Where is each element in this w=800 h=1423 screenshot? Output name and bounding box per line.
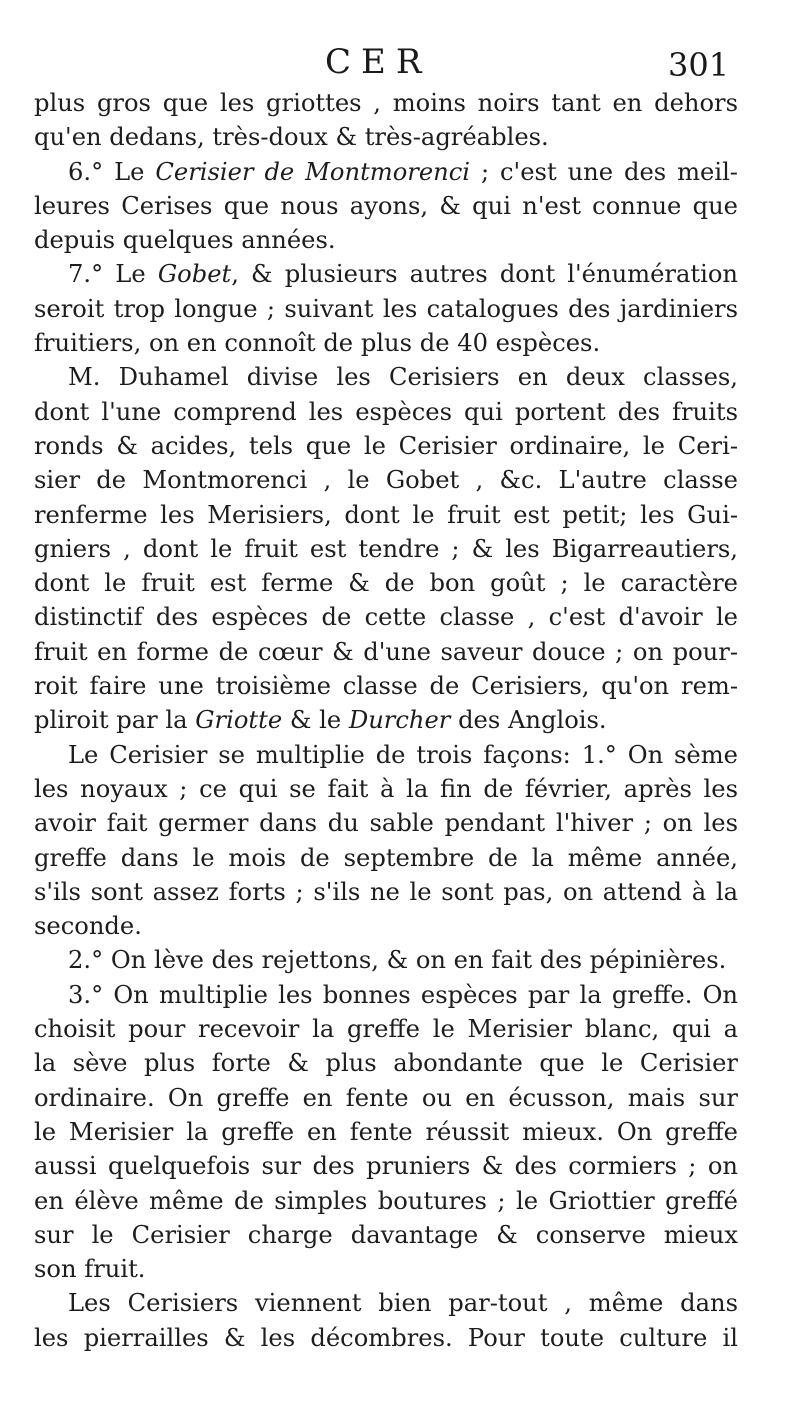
- text-run: 7.° Le: [68, 260, 158, 289]
- text-line: distinctif des espèces de cette classe , c'est d'avoir le: [34, 603, 738, 632]
- italic-term: Durcher: [348, 706, 451, 735]
- text-line: Les Cerisiers viennent bien par-tout , même dans: [68, 1289, 738, 1318]
- italic-term: Gobet: [157, 260, 232, 289]
- text-line: 2.° On lève des rejettons, & on en fait des pépinières.: [68, 946, 727, 975]
- text-line: les noyaux ; ce qui se fait à la fin de février, après les: [34, 774, 738, 803]
- text-run: pliroit par la: [34, 706, 196, 735]
- italic-term: Griotte: [195, 706, 283, 735]
- text-run: ; c'est une des meil-: [470, 157, 738, 186]
- text-run: 6.° Le: [68, 157, 156, 186]
- text-line: gniers , dont le fruit est tendre ; & les Bigarreautiers,: [34, 534, 738, 563]
- text-run: des Anglois.: [450, 706, 607, 735]
- text-line: plus gros que les griottes , moins noirs tant en dehors: [34, 89, 738, 117]
- text-line: qu'en dedans, très-doux & très-agréables.: [34, 123, 549, 152]
- text-line: son fruit.: [34, 1255, 146, 1284]
- page-number: 301: [668, 46, 730, 84]
- text-line: ordinaire. On greffe en fente ou en écusson, mais sur: [34, 1083, 738, 1112]
- text-line: leures Cerises que nous ayons, & qui n'est connue que: [34, 191, 738, 220]
- text-line: [34, 257, 738, 291]
- text-line: M. Duhamel divise les Cerisiers en deux classes,: [68, 363, 738, 392]
- text-line: depuis quelques années.: [34, 226, 336, 255]
- text-line: choisit pour recevoir la greffe le Merisier blanc, qui a: [34, 1015, 738, 1044]
- text-line: sur le Cerisier charge davantage & conserve mieux: [34, 1220, 738, 1249]
- text-line: sier de Montmorenci , le Gobet , &c. L'autre classe: [34, 466, 738, 495]
- italic-term: Cerisier de Montmorenci: [155, 157, 471, 186]
- text-run: , & plusieurs autres dont l'énumération: [231, 260, 738, 289]
- text-line: renferme les Merisiers, dont le fruit est petit; les Gui-: [34, 500, 738, 529]
- text-line: la sève plus forte & plus abondante que le Cerisier: [34, 1049, 738, 1078]
- text-line: les pierrailles & les décombres. Pour toute culture il: [34, 1323, 738, 1352]
- text-line: roit faire une troisième classe de Cerisiers, qu'on rem-: [34, 672, 738, 701]
- running-head: CER: [325, 42, 432, 82]
- text-line: greffe dans le mois de septembre de la même année,: [34, 843, 738, 872]
- page-header: [0, 42, 800, 90]
- text-line: [34, 703, 738, 737]
- text-line: avoir fait germer dans du sable pendant l'hiver ; on les: [34, 809, 738, 838]
- text-line: fruitiers, on en connoît de plus de 40 espèces.: [34, 329, 601, 358]
- text-line: 3.° On multiplie les bonnes espèces par la greffe. On: [68, 980, 738, 1009]
- text-line: aussi quelquefois sur des pruniers & des cormiers ; on: [34, 1152, 738, 1181]
- body-text: [34, 86, 738, 1355]
- text-line: seconde.: [34, 912, 142, 941]
- text-line: seroit trop longue ; suivant les catalogues des jardiniers: [34, 294, 738, 323]
- text-run: & le: [282, 706, 349, 735]
- text-line: le Merisier la greffe en fente réussit mieux. On greffe: [34, 1117, 738, 1146]
- text-line: s'ils sont assez forts ; s'ils ne le sont pas, on attend à la: [34, 877, 738, 906]
- text-line: dont le fruit est ferme & de bon goût ; le caractère: [34, 569, 738, 598]
- text-line: dont l'une comprend les espèces qui portent des fruits: [34, 397, 738, 426]
- text-line: Le Cerisier se multiplie de trois façons: 1.° On sème: [68, 740, 738, 769]
- text-line: fruit en forme de cœur & d'une saveur douce ; on pour-: [34, 637, 738, 666]
- text-line: [34, 155, 738, 189]
- text-line: en élève même de simples boutures ; le Griottier greffé: [34, 1186, 738, 1215]
- text-line: ronds & acides, tels que le Cerisier ordinaire, le Ceri-: [34, 431, 738, 460]
